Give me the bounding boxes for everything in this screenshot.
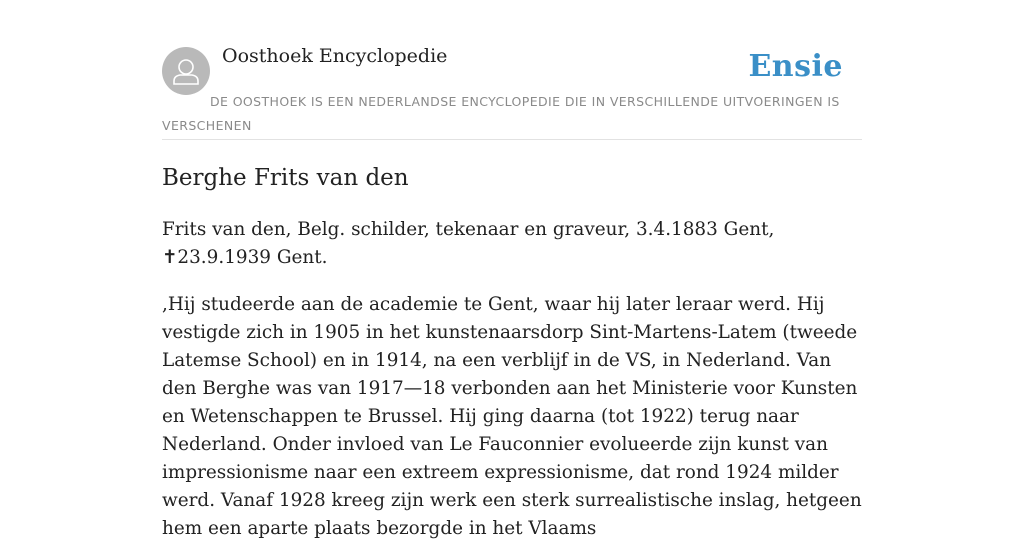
article-paragraph: Frits van den, Belg. schilder, tekenaar en graveur, 3.4.1883 Gent, ✝23.9.1939 Gent. bbox=[162, 219, 775, 268]
article-title: Berghe Frits van den bbox=[162, 165, 409, 191]
site-tagline: DE OOSTHOEK IS EEN NEDERLANDSE ENCYCLOPEDIE DIE IN VERSCHILLENDE UITVOERINGEN IS VERSCHENEN bbox=[162, 94, 840, 133]
article bbox=[162, 160, 862, 543]
site-header bbox=[162, 0, 862, 140]
article-paragraph: ,Hij studeerde aan de academie te Gent, waar hij later leraar werd. Hij vestigde zich in 1905 in het kunstenaarsdorp Sint-Martens-Latem (tweede Latemse School) en in 1914, na een verblijf in de VS, in Nederland. Van den Berghe was van 1917—18 verbonden aan het Ministerie voor Kunsten en Wetenschappen te Brussel. Hij ging daarna (tot 1922) terug naar Nederland. Onder invloed van Le Fauconnier evolueerde zijn kunst van impressionisme naar een extreem expressionisme, dat rond 1924 milder werd. Vanaf 1928 kreeg zijn werk een sterk surrealistische inslag, hetgeen hem een aparte plaats bezorgde in het Vlaams bbox=[162, 294, 862, 539]
brand-logo[interactable]: Ensie bbox=[748, 49, 843, 84]
site-name[interactable]: Oosthoek Encyclopedie bbox=[222, 45, 448, 67]
user-icon[interactable] bbox=[162, 47, 210, 95]
